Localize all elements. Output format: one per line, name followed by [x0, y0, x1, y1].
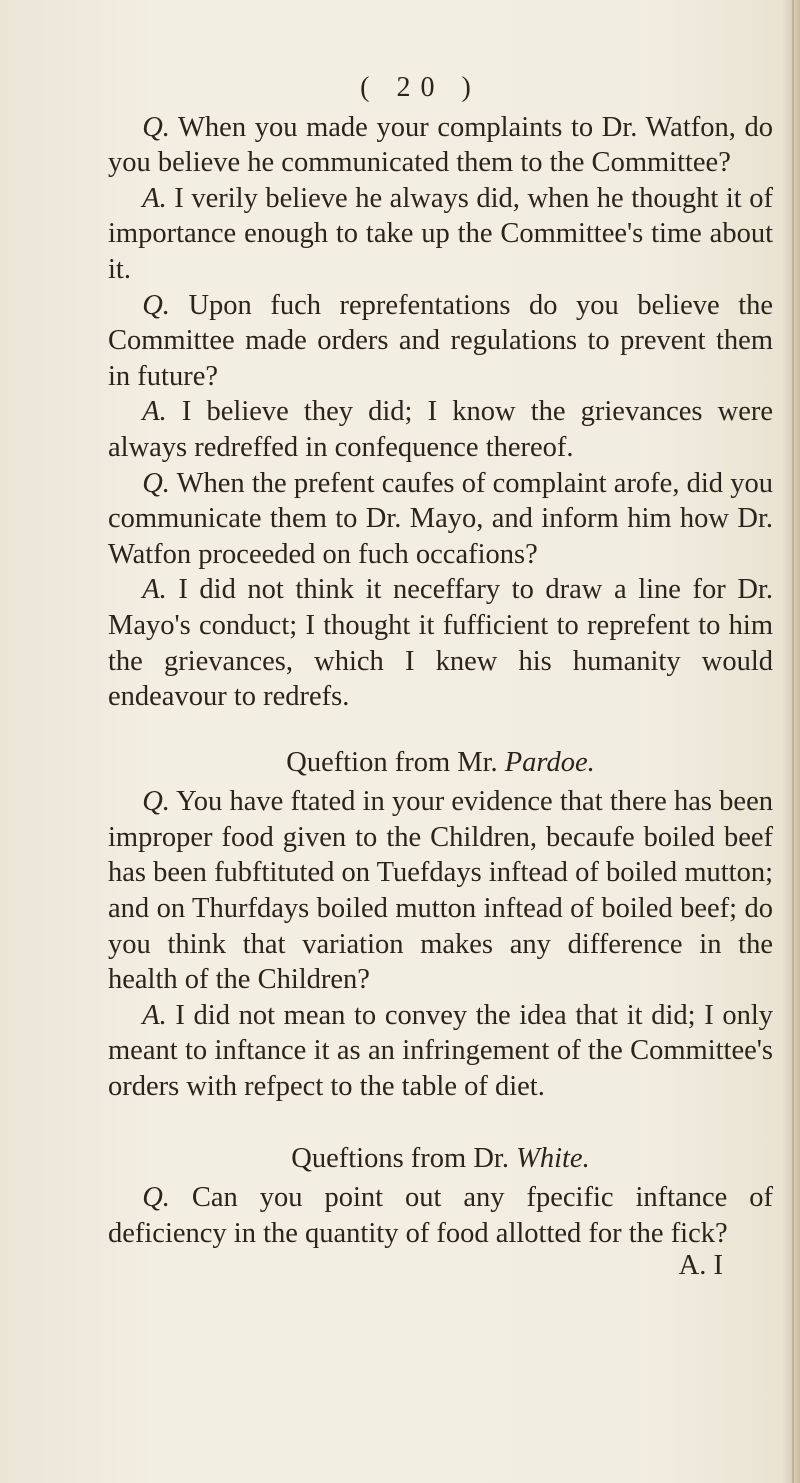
page-edge-shadow: [782, 0, 800, 1483]
page-edge-line: [792, 0, 794, 1483]
paragraph-text: When the prefent caufes of complaint arofe, did you communicate them to Dr. Mayo, and inform him how Dr. Watfon proceeded on fuch occafions?: [108, 467, 773, 570]
catchword: A. I: [678, 1250, 723, 1282]
paragraph-text: I did not think it neceffary to draw a line for Dr. Mayo's conduct; I thought it fufficient to reprefent to him the grievances, which I knew his humanity would endeavour to redrefs.: [108, 574, 773, 713]
heading-name: White.: [516, 1142, 590, 1174]
section-heading: [108, 745, 773, 781]
speaker-label: A.: [142, 396, 167, 428]
answer-paragraph: [108, 998, 773, 1105]
speaker-label: Q.: [142, 786, 170, 818]
speaker-label: Q.: [142, 289, 170, 321]
text-block: [108, 70, 773, 1281]
paragraph-text: You have ftated in your evidence that there has been improper food given to the Children, becaufe boiled beef has been fubftituted on Tuefdays inftead of boiled mutton; and on Thurfdays boiled mutton inftead of boiled beef; do you think that variation makes any difference in the health of the Children?: [108, 786, 773, 996]
paragraph-text: When you made your complaints to Dr. Watfon, do you believe he communicated them to the Committee?: [108, 111, 773, 179]
question-paragraph: [108, 466, 773, 573]
speaker-label: Q.: [142, 111, 170, 143]
paragraph-text: Upon fuch reprefentations do you believe the Committee made orders and regulations to prevent them in future?: [108, 289, 774, 392]
paragraph-text: I did not mean to convey the idea that it did; I only meant to inftance it as an infringement of the Committee's orders with refpect to the table of diet.: [108, 999, 774, 1103]
speaker-label: A.: [142, 574, 167, 606]
speaker-label: Q.: [142, 1182, 170, 1214]
answer-paragraph: [108, 181, 773, 288]
speaker-label: A.: [142, 999, 167, 1031]
answer-paragraph: [108, 572, 773, 714]
heading-prefix: Queftion from Mr.: [286, 746, 498, 778]
question-paragraph: [108, 784, 773, 998]
speaker-label: Q.: [142, 467, 170, 499]
paragraph-text: Can you point out any fpecific inftance of deficiency in the quantity of food allotted for the fick?: [108, 1182, 773, 1249]
question-paragraph: [108, 288, 773, 395]
page-number: ( 20 ): [360, 72, 481, 103]
paragraph-text: I verily believe he always did, when he thought it of importance enough to take up the Committee's time about it.: [108, 182, 773, 285]
question-paragraph: [108, 110, 773, 181]
paragraph-text: I believe they did; I know the grievances were always redreffed in confequence thereof.: [108, 396, 773, 463]
heading-name: Pardoe.: [504, 746, 595, 778]
answer-paragraph: [108, 394, 773, 465]
section-heading: [108, 1141, 773, 1177]
question-paragraph: [108, 1180, 773, 1251]
speaker-label: A.: [142, 182, 167, 214]
heading-prefix: Queftions from Dr.: [291, 1142, 509, 1174]
